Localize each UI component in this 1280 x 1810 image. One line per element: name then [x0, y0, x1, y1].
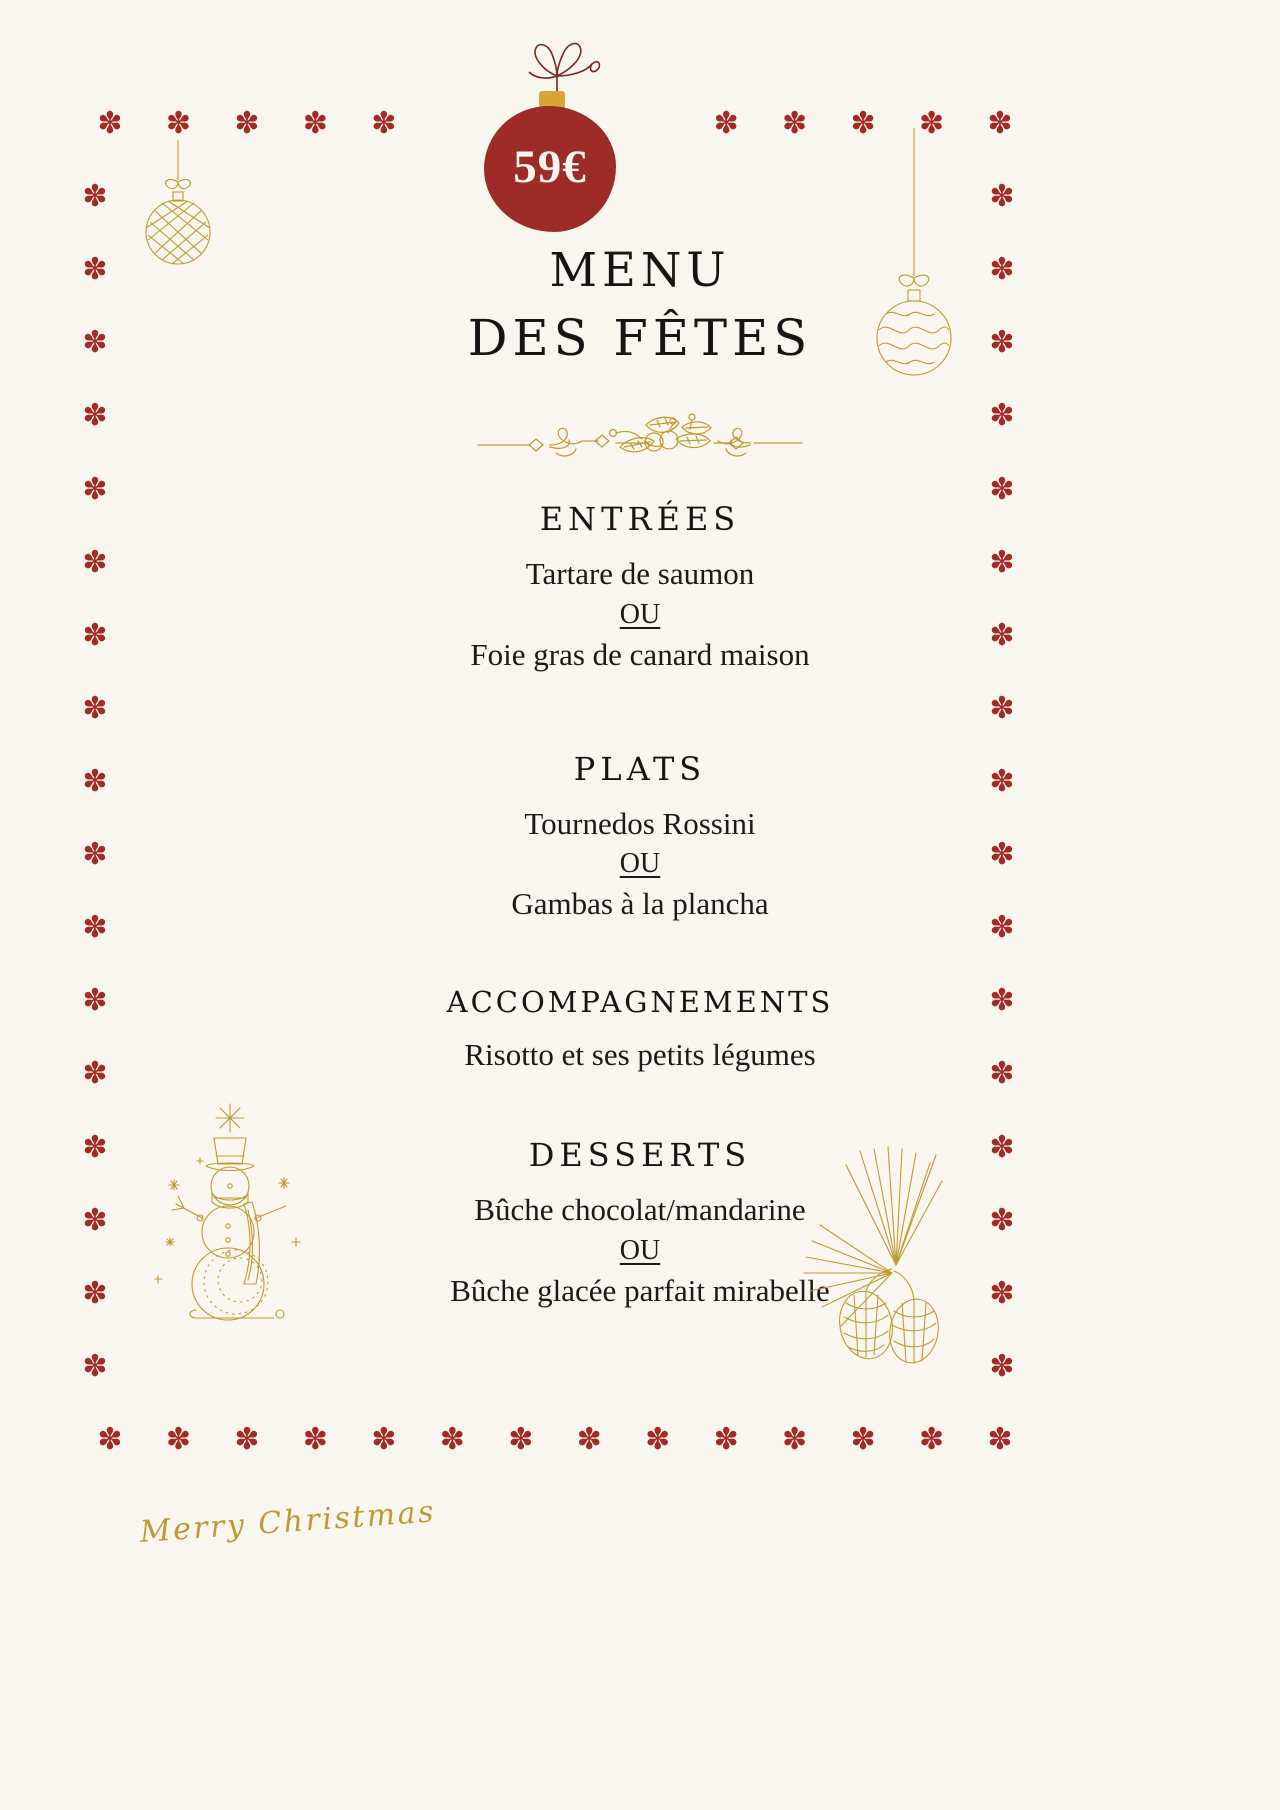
snowflake-star-icon: ✽: [989, 764, 1015, 799]
snowflake-star-icon: ✽: [82, 1202, 108, 1238]
snowflake-star-icon: ✽: [82, 544, 108, 580]
price-label: 59€: [513, 140, 587, 193]
bauble-body-icon: [484, 106, 616, 232]
snowflake-star-icon: ✽: [371, 1422, 397, 1457]
snowflake-star-icon: ✽: [302, 1422, 328, 1457]
snowflake-star-icon: ✽: [97, 1422, 123, 1457]
snowflake-star-icon: ✽: [82, 617, 108, 653]
title-line-2-text: DES FÊTES: [467, 309, 813, 368]
snowflake-star-icon: ✽: [989, 1348, 1015, 1384]
title-line-1-text: MENU: [549, 243, 731, 298]
snowflake-star-icon: ✽: [82, 690, 108, 726]
section-heading: DESSERTS: [528, 1136, 752, 1175]
snowflake-star-icon: ✽: [989, 325, 1015, 361]
snowflake-star-icon: ✽: [234, 1422, 260, 1457]
snowflake-star-icon: ✽: [989, 983, 1015, 1019]
price-badge: [484, 88, 616, 220]
snowflake-star-icon: ✽: [850, 1422, 876, 1457]
snowflake-star-icon: ✽: [371, 106, 397, 141]
snowflake-star-icon: ✽: [989, 471, 1015, 507]
snowflake-star-icon: ✽: [82, 910, 108, 946]
hanging-bauble-left-icon: [128, 140, 228, 290]
snowflake-star-icon: ✽: [989, 1056, 1015, 1092]
snowflake-star-icon: ✽: [987, 1422, 1013, 1457]
snowflake-star-icon: ✽: [989, 837, 1015, 873]
snowflake-star-icon: ✽: [576, 1422, 602, 1457]
snowflake-star-icon: ✽: [989, 398, 1015, 434]
snowflake-star-icon: ✽: [82, 764, 108, 799]
section-heading: ENTRÉES: [539, 500, 741, 538]
snowflake-star-icon: ✽: [918, 106, 945, 141]
snowflake-star-icon: ✽: [989, 1275, 1015, 1311]
snowflake-star-icon: ✽: [989, 544, 1015, 580]
title-line-2: [0, 300, 1280, 369]
choice-separator: OU: [619, 598, 661, 630]
choice-separator: OU: [619, 848, 661, 880]
snowflake-star-icon: ✽: [82, 983, 108, 1019]
snowflake-star-icon: ✽: [82, 837, 108, 873]
snowflake-star-icon: ✽: [989, 690, 1015, 726]
menu-item: Bûche glacée parfait mirabelle: [450, 1272, 830, 1308]
snowflake-star-icon: ✽: [713, 1422, 739, 1457]
snowflake-star-icon: ✽: [508, 1422, 534, 1457]
section-heading: ACCOMPAGNEMENTS: [446, 985, 834, 1020]
menu-section: [0, 500, 1280, 676]
hanging-bauble-right-icon: [860, 128, 968, 408]
snowflake-star-icon: ✽: [234, 106, 260, 141]
snowflake-star-icon: ✽: [782, 106, 808, 141]
snowflake-star-icon: ✽: [82, 1056, 108, 1092]
menu-item: Tartare de saumon: [525, 556, 755, 591]
snowflake-star-icon: ✽: [782, 1422, 808, 1457]
snowflake-star-icon: ✽: [82, 252, 108, 288]
snowflake-star-icon: ✽: [989, 1202, 1015, 1238]
snowflake-star-icon: ✽: [645, 1422, 671, 1457]
snowflake-star-icon: ✽: [165, 106, 192, 141]
snowflake-star-icon: ✽: [850, 106, 876, 141]
menu-item: Gambas à la plancha: [511, 886, 769, 922]
pinecone-branch-icon: [800, 1145, 960, 1375]
snowflake-star-icon: ✽: [82, 1129, 108, 1165]
section-spacer: [0, 1342, 1280, 1386]
menu-item: Tournedos Rossini: [524, 805, 756, 841]
snowflake-star-icon: ✽: [97, 106, 123, 141]
snowflake-star-icon: ✽: [82, 398, 108, 434]
snowflake-star-icon: ✽: [989, 617, 1015, 653]
section-spacer: [0, 706, 1280, 750]
snowman-icon: [140, 1098, 320, 1328]
snowflake-star-icon: ✽: [987, 106, 1013, 141]
snowflake-star-icon: ✽: [82, 471, 108, 507]
greeting-text: Merry Christmas: [138, 1494, 438, 1550]
snowflake-star-icon: ✽: [82, 179, 108, 215]
snowflake-star-icon: ✽: [302, 106, 328, 141]
section-spacer: [0, 955, 1280, 985]
menu-section: [0, 750, 1280, 926]
holly-flourish-divider-icon: [470, 395, 810, 475]
snowflake-star-icon: ✽: [165, 1422, 192, 1457]
menu-section: [0, 985, 1280, 1076]
menu-item: Bûche chocolat/mandarine: [474, 1192, 806, 1228]
snowflake-star-icon: ✽: [82, 325, 108, 361]
menu-item: Foie gras de canard maison: [470, 636, 810, 672]
section-heading: PLATS: [573, 749, 707, 788]
snowflake-star-icon: ✽: [713, 106, 739, 141]
snowflake-star-icon: ✽: [989, 910, 1015, 946]
menu-item: Risotto et ses petits légumes: [464, 1037, 816, 1073]
choice-separator: OU: [619, 1234, 661, 1266]
snowflake-star-icon: ✽: [989, 179, 1015, 215]
snowflake-star-icon: ✽: [439, 1422, 465, 1457]
snowflake-star-icon: ✽: [82, 1348, 108, 1384]
snowflake-star-icon: ✽: [82, 1275, 108, 1311]
snowflake-star-icon: ✽: [989, 252, 1015, 288]
snowflake-star-icon: ✽: [918, 1422, 945, 1457]
snowflake-star-icon: ✽: [989, 1129, 1015, 1165]
